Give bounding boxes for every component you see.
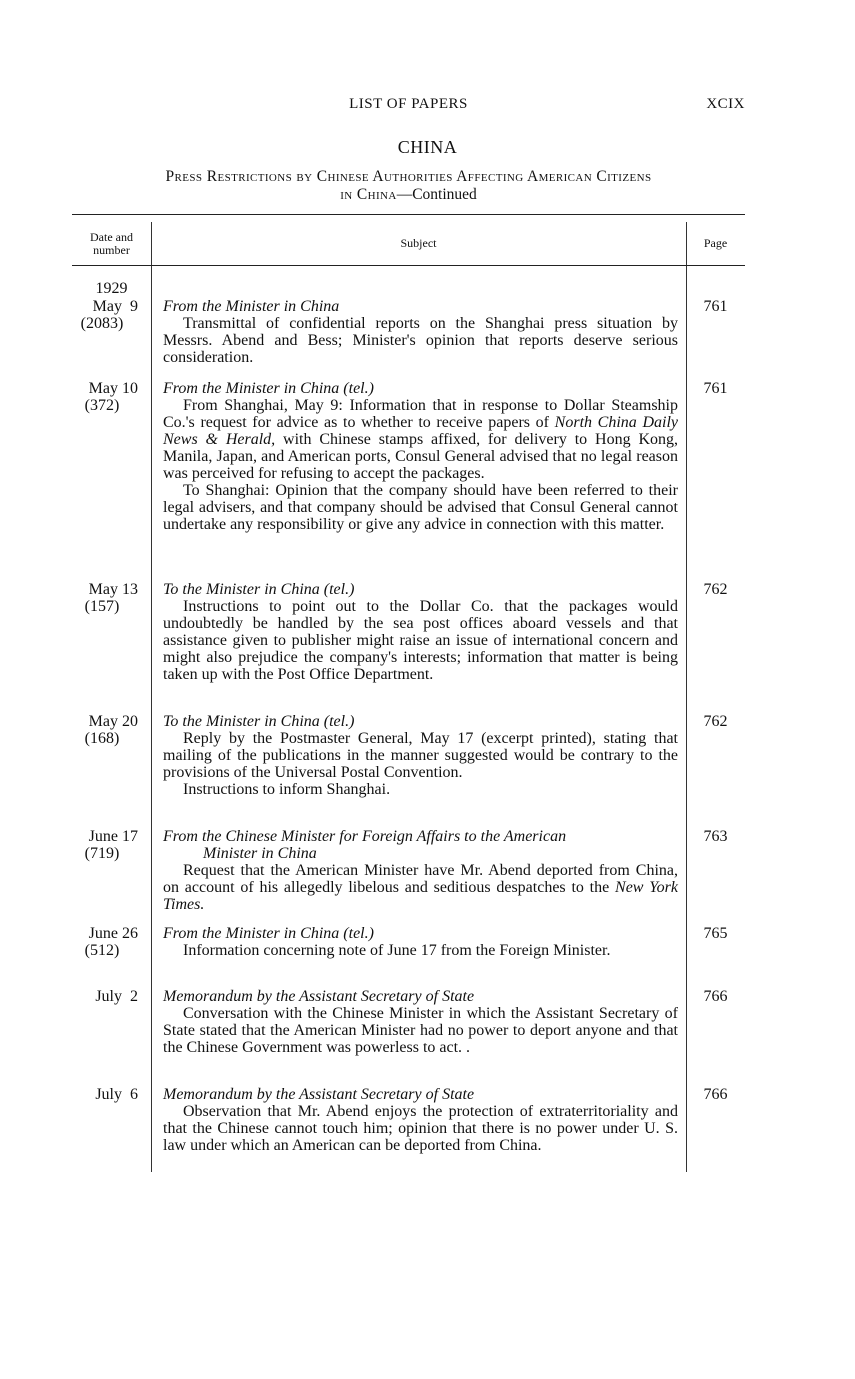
- entry-paragraph: Information concerning note of June 17 from the Foreign Minister.: [183, 942, 611, 959]
- column-header-subject: Subject: [400, 236, 437, 250]
- entry-number: (157): [84, 598, 120, 615]
- column-divider-date: [151, 222, 152, 1172]
- subsection-line-2-sc: in China: [340, 186, 397, 203]
- entry-paragraph: [163, 862, 678, 913]
- entry-date-text: May 9: [92, 298, 138, 315]
- entry-paragraph: Instructions to inform Shanghai.: [183, 781, 391, 798]
- entry-date-text: July 2: [95, 988, 138, 1005]
- entry-paragraph-part: From Shanghai, May 9: Information that in response to Dollar Steamship Co.'s request for advice as to whether to receive papers of: [163, 397, 678, 431]
- entry-page: 763: [703, 828, 728, 845]
- subsection-line-1: Press Restrictions by Chinese Authorities Affecting American Citizens: [165, 168, 652, 185]
- entry-date-text: June 26: [88, 925, 138, 942]
- entry-number: (168): [84, 730, 120, 747]
- entry-paragraph-italic: New York Times.: [163, 879, 679, 913]
- entry-number: (372): [84, 397, 120, 414]
- entry-paragraph-part: Request that the American Minister have Mr. Abend deported from China, on account of his allegedly libelous and seditious despatches to the: [163, 862, 678, 896]
- entry-date: [72, 713, 138, 747]
- entry-page: 761: [703, 298, 728, 315]
- table-top-rule: [72, 214, 745, 215]
- year-label: 1929: [95, 280, 128, 297]
- entry-page: 766: [703, 988, 728, 1005]
- entry-heading: From the Minister in China: [163, 298, 340, 315]
- entry-subject: [163, 925, 678, 959]
- section-title: CHINA: [397, 137, 458, 157]
- entry-date-text: June 17: [88, 828, 138, 845]
- entry-number: (512): [84, 942, 120, 959]
- running-head-title: LIST OF PAPERS: [349, 96, 468, 112]
- column-header-date-line2: number: [93, 243, 130, 257]
- entry-heading: To the Minister in China (tel.): [163, 581, 355, 598]
- column-header-page: Page: [703, 236, 728, 250]
- entry-date: [72, 1086, 138, 1103]
- column-header-date: [72, 231, 151, 257]
- entry-paragraph: Transmittal of confidential reports on the Shanghai press situation by Messrs. Abend and Bess; Minister's opinion that reports deserve serious consideration.: [163, 315, 678, 366]
- entry-date: [72, 828, 138, 862]
- entry-date-text: May 13: [88, 581, 138, 598]
- running-head: [72, 96, 745, 118]
- entry-number: (2083): [80, 315, 124, 332]
- entry-date: [72, 298, 138, 332]
- entry-heading: From the Minister in China (tel.): [163, 380, 374, 397]
- entry-heading: [163, 828, 678, 862]
- entry-page: 761: [703, 380, 728, 397]
- entry-paragraph-part: with Chinese stamps affixed, for delivery to Hong Kong, Manila, Japan, and American ports, Consul General advised that no legal reason was perceived for refusing to accept the packages.: [163, 431, 678, 482]
- entry-paragraph: Observation that Mr. Abend enjoys the protection of extraterritoriality and that the Chinese cannot touch him; opinion that there is no power under U. S. law under which an American can be deported from China.: [163, 1103, 678, 1154]
- column-header-date-line1: Date and: [90, 230, 133, 244]
- entry-page: 765: [703, 925, 728, 942]
- entry-heading-line2: Minister in China: [203, 845, 317, 862]
- page-number: XCIX: [706, 96, 745, 112]
- entry-date: [72, 581, 138, 615]
- entry-subject: [163, 581, 678, 683]
- entry-date-text: July 6: [95, 1086, 138, 1103]
- entry-subject: [163, 380, 678, 533]
- entry-paragraph: Instructions to point out to the Dollar Co. that the packages would undoubtedly be handled by the sea post offices aboard vessels and that assistance given to publisher might raise an issue of international concern and might also prejudice the company's interests; information that matter is being taken up with the Post Office Department.: [163, 598, 678, 683]
- entry-heading: From the Minister in China (tel.): [163, 925, 374, 942]
- entry-paragraph: Reply by the Postmaster General, May 17 (excerpt printed), stating that mailing of the publications in the manner suggested would be contrary to the provisions of the Universal Postal Convention.: [163, 730, 678, 781]
- subsection-line-2: [72, 186, 745, 204]
- entry-date: [72, 925, 138, 959]
- entry-page: 766: [703, 1086, 728, 1103]
- entry-heading-line1: From the Chinese Minister for Foreign Affairs to the American: [163, 828, 567, 845]
- entry-paragraph: To Shanghai: Opinion that the company should have been referred to their legal advisers, and that company should be advised that Consul General cannot undertake any responsibility or give any advice in connection with this matter.: [163, 482, 678, 533]
- subsection-title: [72, 168, 745, 204]
- entry-paragraph-italic: North China Daily News & Herald,: [163, 414, 678, 448]
- entry-page: 762: [703, 581, 728, 598]
- entry-date-text: May 20: [88, 713, 138, 730]
- entry-date-text: May 10: [88, 380, 138, 397]
- entry-subject: [163, 298, 678, 366]
- entry-page: 762: [703, 713, 728, 730]
- column-divider-page: [686, 222, 687, 1172]
- table-header-rule: [72, 265, 745, 266]
- entry-subject: [163, 828, 678, 913]
- entry-heading: To the Minister in China (tel.): [163, 713, 355, 730]
- entry-paragraph: [163, 397, 678, 482]
- entry-heading: Memorandum by the Assistant Secretary of State: [163, 1086, 475, 1103]
- entry-subject: [163, 988, 678, 1056]
- entry-heading: Memorandum by the Assistant Secretary of State: [163, 988, 475, 1005]
- entry-number: (719): [84, 845, 120, 862]
- entry-subject: [163, 1086, 678, 1154]
- entry-date: [72, 380, 138, 414]
- entry-paragraph: Conversation with the Chinese Minister in which the Assistant Secretary of State stated that the American Minister had no power to deport anyone and that the Chinese Government was powerless to act. .: [163, 1005, 678, 1056]
- entry-subject: [163, 713, 678, 798]
- subsection-line-2-rest: —Continued: [396, 186, 477, 203]
- entry-date: [72, 988, 138, 1005]
